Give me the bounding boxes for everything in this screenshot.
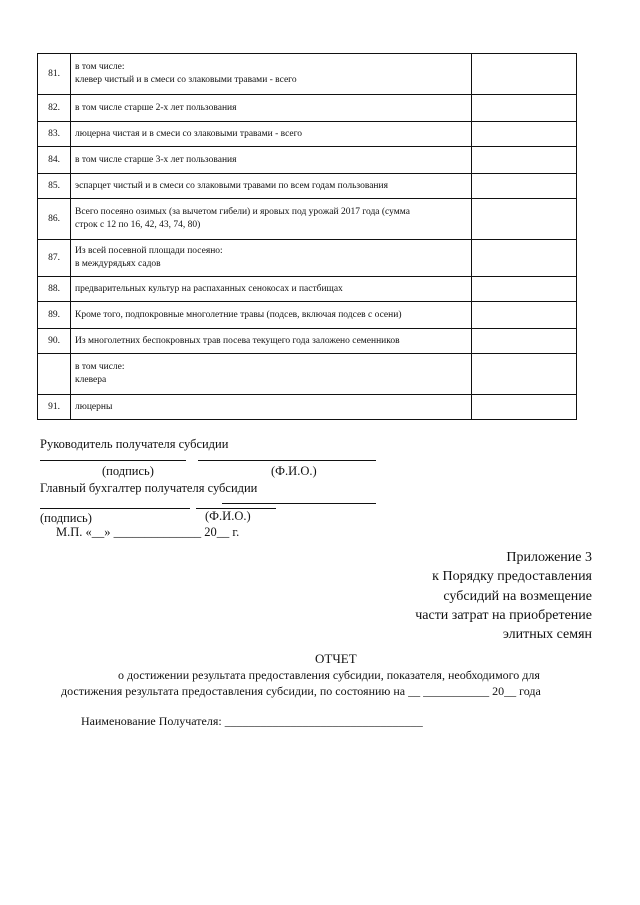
report-title: ОТЧЕТ — [315, 651, 357, 666]
row-value-cell[interactable] — [472, 240, 577, 277]
row-description-line: Из всей посевной площади посеяно: — [75, 246, 223, 256]
row-description-line: люцерны — [75, 401, 113, 412]
row-number: 89. — [38, 302, 71, 329]
row-description — [71, 174, 472, 199]
head-label: Руководитель получателя субсидии — [40, 437, 229, 451]
row-description — [71, 302, 472, 329]
report-subtitle-1: о достижении результата предоставления субсидии, показателя, необходимого для — [118, 668, 540, 682]
row-value-cell[interactable] — [472, 147, 577, 174]
table-row — [38, 302, 577, 329]
head-signature-line — [40, 460, 186, 461]
row-description-line: клевера — [75, 375, 107, 385]
row-description-line: Из многолетних беспокровных трав посева текущего года заложено семенников — [75, 335, 400, 346]
row-number — [38, 354, 71, 395]
row-number: 87. — [38, 240, 71, 277]
accountant-fio-caption: (Ф.И.О.) — [205, 509, 251, 523]
recipient-name-field: Наименование Получателя: _________________________________ — [81, 714, 423, 728]
row-description — [71, 240, 472, 277]
row-value-cell[interactable] — [472, 277, 577, 302]
row-value-cell[interactable] — [472, 395, 577, 420]
accountant-signature-caption: (подпись) — [40, 511, 92, 525]
row-description — [71, 122, 472, 147]
row-number: 91. — [38, 395, 71, 420]
report-subtitle-2: достижения результата предоставления субсидии, по состоянию на __ ___________ 20__ года — [61, 684, 541, 698]
row-number: 84. — [38, 147, 71, 174]
row-description-line: Всего посеяно озимых (за вычетом гибели) и яровых под урожай 2017 года (сумма — [75, 207, 410, 217]
table-row — [38, 54, 577, 95]
row-description-line: эспарцет чистый и в смеси со злаковыми травами по всем годам пользования — [75, 180, 388, 191]
row-description-line: в том числе: — [75, 362, 125, 372]
row-description — [71, 199, 472, 240]
row-description-line: строк с 12 по 16, 42, 43, 74, 80) — [75, 220, 201, 230]
table-row — [38, 95, 577, 122]
row-description-line: в междурядьях садов — [75, 259, 161, 269]
row-description-line: Кроме того, подпокровные многолетние травы (подсев, включая подсев с осени) — [75, 309, 402, 320]
table-row — [38, 174, 577, 199]
table-row — [38, 395, 577, 420]
row-description-line: клевер чистый и в смеси со злаковыми травами - всего — [75, 75, 297, 85]
row-description — [71, 147, 472, 174]
row-description — [71, 95, 472, 122]
row-description — [71, 329, 472, 354]
row-description-line: в том числе: — [75, 62, 125, 72]
stamp-date-line: М.П. «__» ______________ 20__ г. — [56, 525, 240, 539]
row-description — [71, 354, 472, 395]
row-number: 82. — [38, 95, 71, 122]
row-value-cell[interactable] — [472, 95, 577, 122]
row-number: 90. — [38, 329, 71, 354]
row-description-line: предварительных культур на распаханных сенокосах и пастбищах — [75, 283, 343, 294]
row-description — [71, 277, 472, 302]
appendix-line-2: к Порядку предоставления — [432, 569, 592, 584]
head-fio-line — [198, 460, 376, 461]
table-row — [38, 354, 577, 395]
row-number: 81. — [38, 54, 71, 95]
row-description — [71, 395, 472, 420]
row-value-cell[interactable] — [472, 54, 577, 95]
row-value-cell[interactable] — [472, 354, 577, 395]
accountant-top-line — [222, 503, 376, 504]
row-description-line: в том числе старше 3-х лет пользования — [75, 154, 237, 165]
accountant-label: Главный бухгалтер получателя субсидии — [40, 481, 258, 495]
row-value-cell[interactable] — [472, 302, 577, 329]
appendix-line-5: элитных семян — [502, 627, 592, 642]
accountant-signature-line — [40, 508, 190, 509]
row-number: 86. — [38, 199, 71, 240]
table-row — [38, 240, 577, 277]
row-description — [71, 54, 472, 95]
table-row — [38, 277, 577, 302]
row-number: 88. — [38, 277, 71, 302]
row-value-cell[interactable] — [472, 122, 577, 147]
row-value-cell[interactable] — [472, 329, 577, 354]
table-row — [38, 147, 577, 174]
row-number: 85. — [38, 174, 71, 199]
appendix-line-1: Приложение 3 — [506, 550, 592, 565]
row-value-cell[interactable] — [472, 199, 577, 240]
appendix-line-3: субсидий на возмещение — [443, 589, 592, 604]
table-row — [38, 199, 577, 240]
head-fio-caption: (Ф.И.О.) — [271, 464, 317, 478]
appendix-line-4: части затрат на приобретение — [415, 608, 592, 623]
table-row — [38, 122, 577, 147]
indicators-table — [37, 53, 577, 420]
table-row — [38, 329, 577, 354]
row-description-line: в том числе старше 2-х лет пользования — [75, 102, 237, 113]
row-description-line: люцерна чистая и в смеси со злаковыми травами - всего — [75, 128, 303, 139]
row-number: 83. — [38, 122, 71, 147]
head-signature-caption: (подпись) — [102, 464, 154, 478]
row-value-cell[interactable] — [472, 174, 577, 199]
